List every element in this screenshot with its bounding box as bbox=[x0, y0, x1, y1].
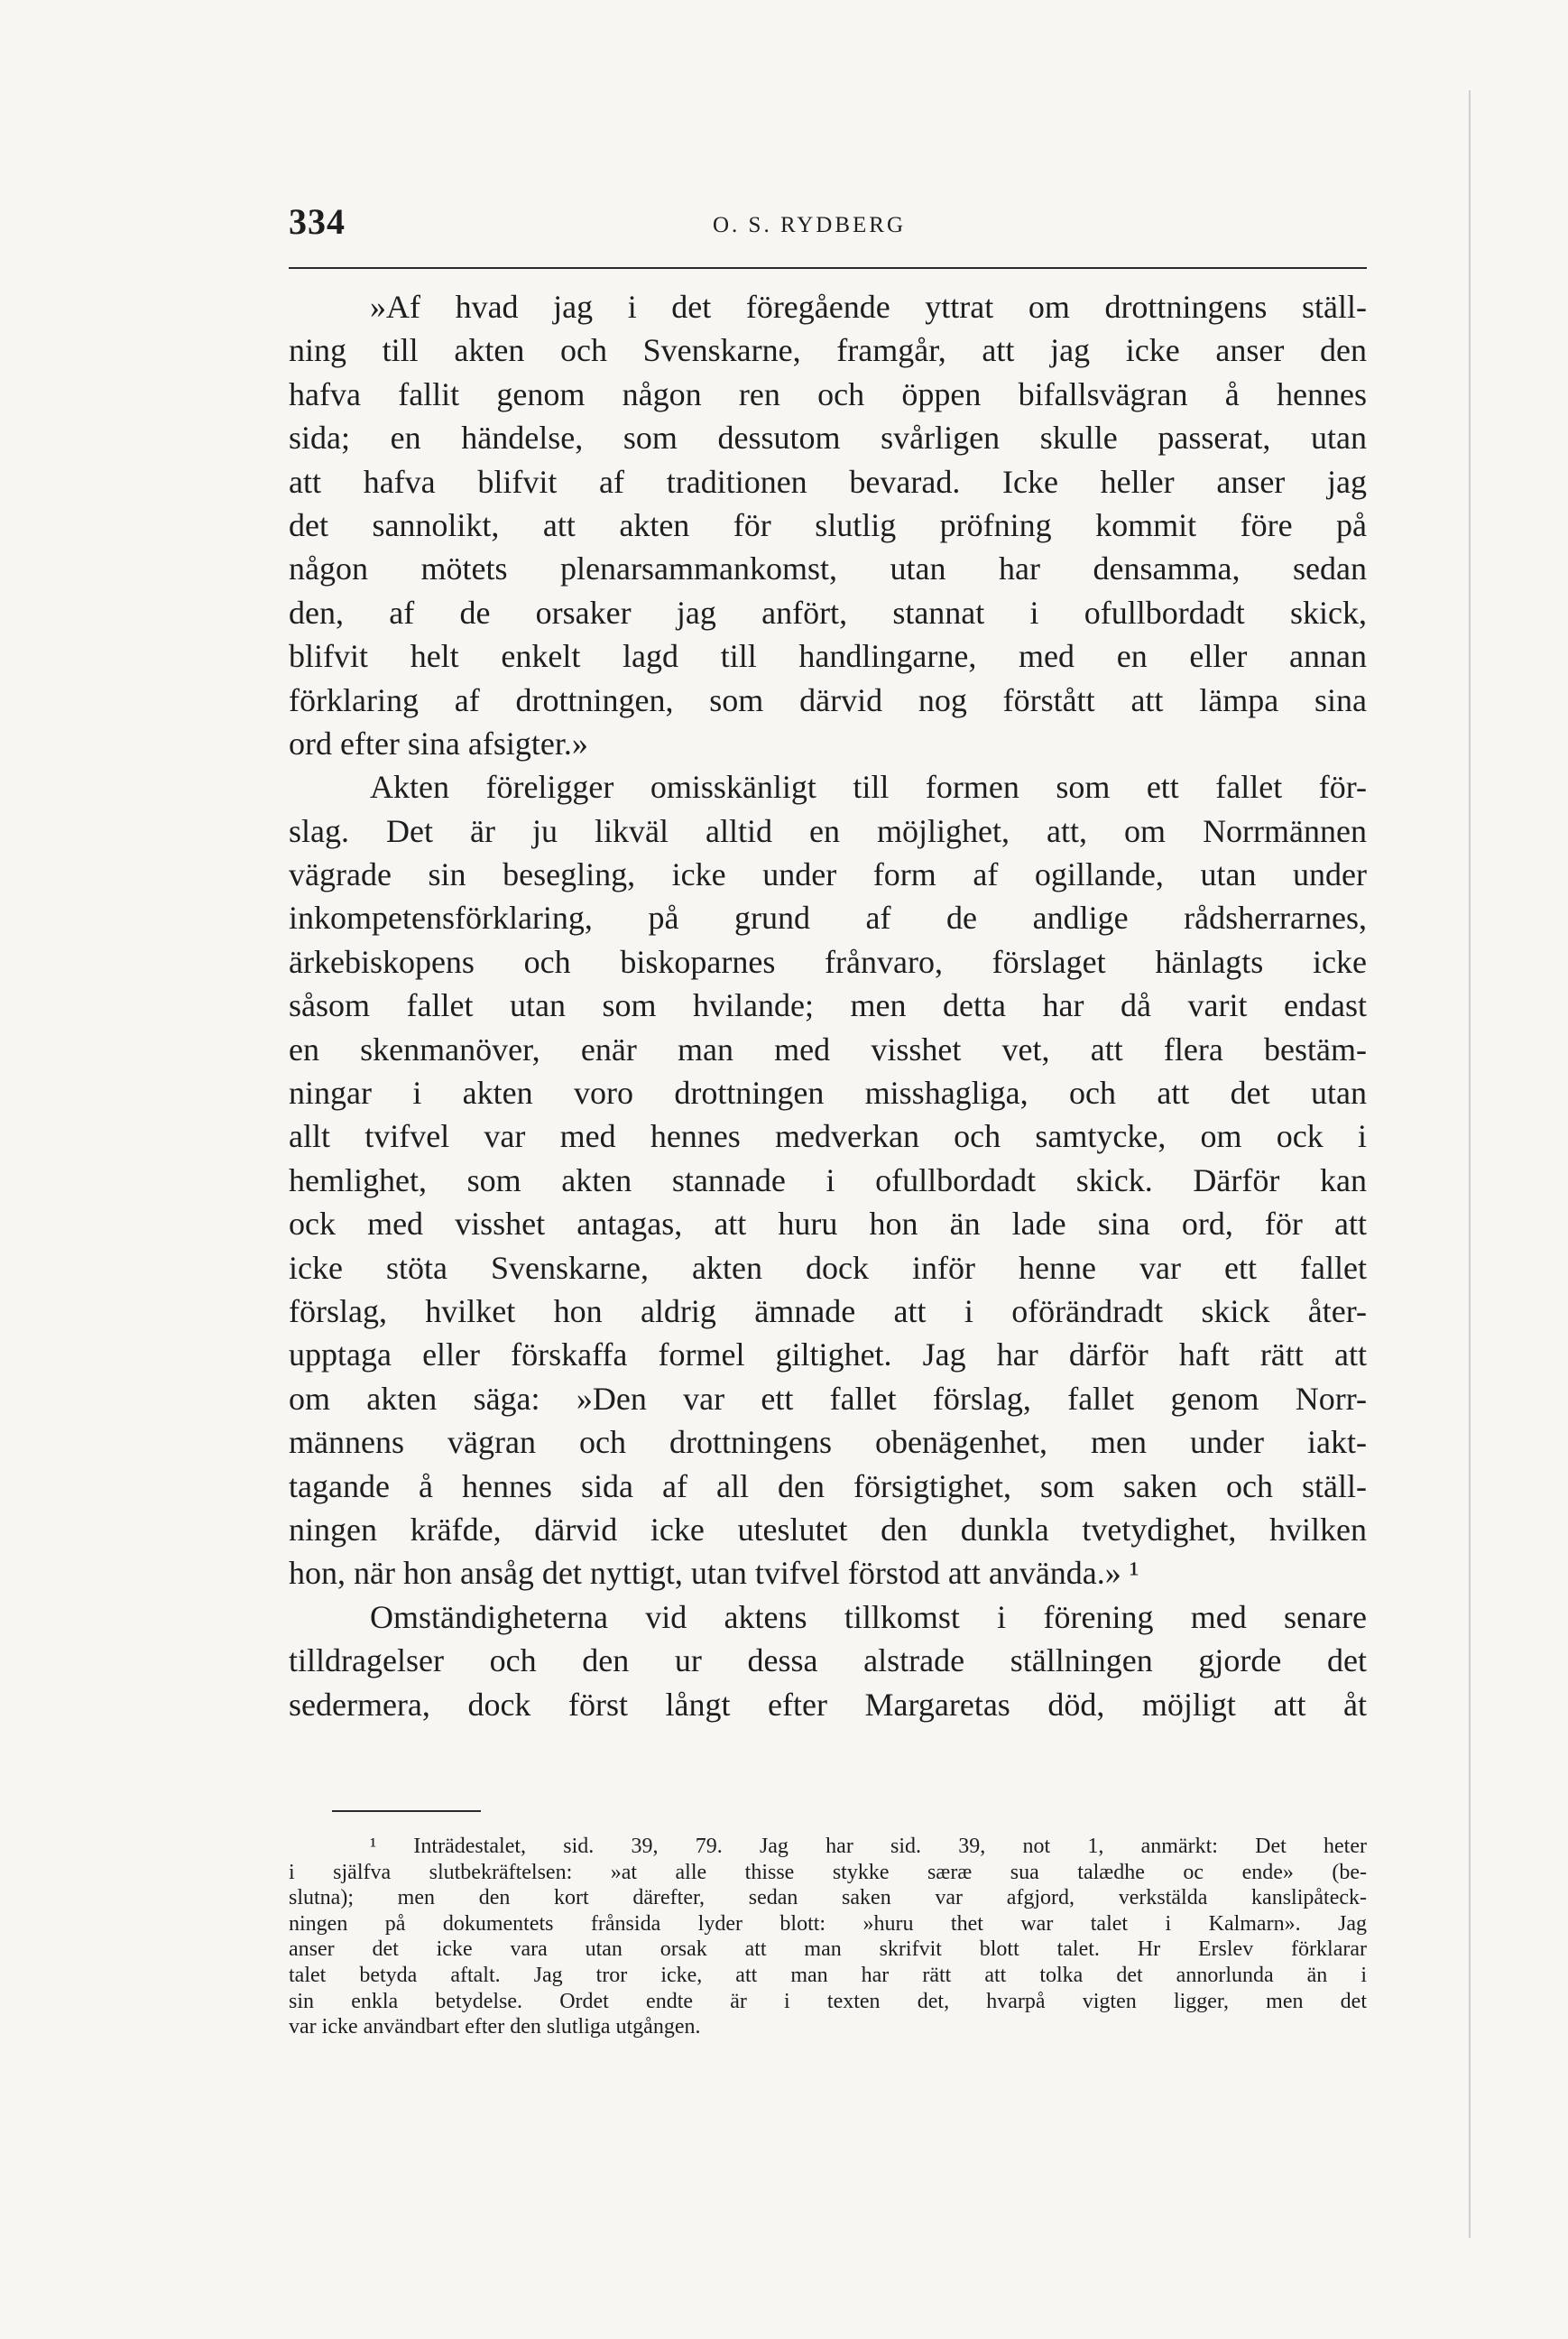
footnote-line: ningen på dokumentets frånsida lyder blott: »huru thet war talet i Kalmarn». Jag bbox=[289, 1911, 1367, 1936]
text-line: ningen kräfde, därvid icke uteslutet den dunkla tvetydighet, hvilken bbox=[289, 1511, 1367, 1548]
text-line: upptaga eller förskaffa formel giltighet. Jag har därför haft rätt att bbox=[289, 1336, 1367, 1373]
page-number: 334 bbox=[289, 201, 346, 242]
text-line: allt tvifvel var med hennes medverkan och samtycke, om ock i bbox=[289, 1118, 1367, 1155]
footnotes bbox=[289, 1834, 1367, 2040]
text-line: ärkebiskopens och biskoparnes frånvaro, förslaget hänlagts icke bbox=[289, 943, 1367, 980]
text-line: att hafva blifvit af traditionen bevarad. Icke heller anser jag bbox=[289, 463, 1367, 500]
header-rule bbox=[289, 267, 1367, 269]
footnote-line: var icke användbart efter den slutliga utgången. bbox=[289, 2015, 701, 2039]
text-line: Omständigheterna vid aktens tillkomst i förening med senare bbox=[370, 1598, 1367, 1635]
body-text bbox=[289, 285, 1367, 1726]
running-head: O. S. RYDBERG bbox=[713, 213, 907, 237]
text-line: ning till akten och Svenskarne, framgår, att jag icke anser den bbox=[289, 332, 1367, 369]
text-line: vägrade sin besegling, icke under form af ogillande, utan under bbox=[289, 856, 1367, 893]
text-line: förklaring af drottningen, som därvid nog förstått att lämpa sina bbox=[289, 681, 1367, 718]
text-line: slag. Det är ju likväl alltid en möjlighet, att, om Norrmännen bbox=[289, 812, 1367, 849]
text-line: »Af hvad jag i det föregående yttrat om drottningens ställ- bbox=[370, 289, 1367, 325]
text-line: icke stöta Svenskarne, akten dock inför henne var ett fallet bbox=[289, 1249, 1367, 1286]
text-line: ningar i akten voro drottningen misshagliga, och att det utan bbox=[289, 1075, 1367, 1112]
text-line: tagande å hennes sida af all den försigtighet, som saken och ställ- bbox=[289, 1467, 1367, 1504]
text-line: sida; en händelse, som dessutom svårligen skulle passerat, utan bbox=[289, 420, 1367, 457]
text-line: hafva fallit genom någon ren och öppen bifallsvägran å hennes bbox=[289, 375, 1367, 412]
footnote-rule bbox=[332, 1810, 481, 1812]
text-line: hemlighet, som akten stannade i ofullbordadt skick. Därför kan bbox=[289, 1161, 1367, 1198]
text-line: blifvit helt enkelt lagd till handlingarne, med en eller annan bbox=[289, 638, 1367, 675]
footnote-line: talet betyda aftalt. Jag tror icke, att man har rätt att tolka det annorlunda än i bbox=[289, 1963, 1367, 1987]
text-line: det sannolikt, att akten för slutlig pröfning kommit före på bbox=[289, 506, 1367, 543]
text-line: såsom fallet utan som hvilande; men detta har då varit endast bbox=[289, 987, 1367, 1024]
text-line: förslag, hvilket hon aldrig ämnade att i oförändradt skick åter- bbox=[289, 1292, 1367, 1329]
text-line: om akten säga: »Den var ett fallet förslag, fallet genom Norr- bbox=[289, 1380, 1367, 1417]
text-line: en skenmanöver, enär man med visshet vet, att flera bestäm- bbox=[289, 1031, 1367, 1068]
text-line: sedermera, dock först långt efter Margaretas död, möjligt att åt bbox=[289, 1686, 1367, 1723]
text-line: någon mötets plenarsammankomst, utan har densamma, sedan bbox=[289, 550, 1367, 587]
footnote-line: sin enkla betydelse. Ordet endte är i texten det, hvarpå vigten ligger, men det bbox=[289, 1989, 1367, 2013]
footnote-line: ¹ Inträdestalet, sid. 39, 79. Jag har sid. 39, not 1, anmärkt: Det heter bbox=[370, 1835, 1367, 1858]
text-line: den, af de orsaker jag anfört, stannat i ofullbordadt skick, bbox=[289, 594, 1367, 631]
text-line: ord efter sina afsigter.» bbox=[289, 725, 588, 762]
text-line: ock med visshet antagas, att huru hon än lade sina ord, för att bbox=[289, 1206, 1367, 1243]
text-line: hon, när hon ansåg det nyttigt, utan tvifvel förstod att använda.» ¹ bbox=[289, 1555, 1139, 1592]
text-line: männens vägran och drottningens obenägenhet, men under iakt- bbox=[289, 1424, 1367, 1461]
footnote-line: i själfva slutbekräftelsen: »at alle thisse stykke særæ sua talædhe oc ende» (be- bbox=[289, 1860, 1367, 1884]
footnote-line: slutna); men den kort därefter, sedan saken var afgjord, verkstälda kanslipåteck- bbox=[289, 1886, 1367, 1910]
text-line: tilldragelser och den ur dessa alstrade ställningen gjorde det bbox=[289, 1642, 1367, 1679]
text-line: Akten föreligger omisskänligt till formen som ett fallet för- bbox=[370, 769, 1367, 806]
scan-margin-line bbox=[1469, 90, 1471, 2238]
text-line: inkompetensförklaring, på grund af de andlige rådsherrarnes, bbox=[289, 900, 1367, 937]
page-header bbox=[289, 200, 1367, 254]
footnote-line: anser det icke vara utan orsak att man skrifvit blott talet. Hr Erslev förklarar bbox=[289, 1937, 1367, 1962]
